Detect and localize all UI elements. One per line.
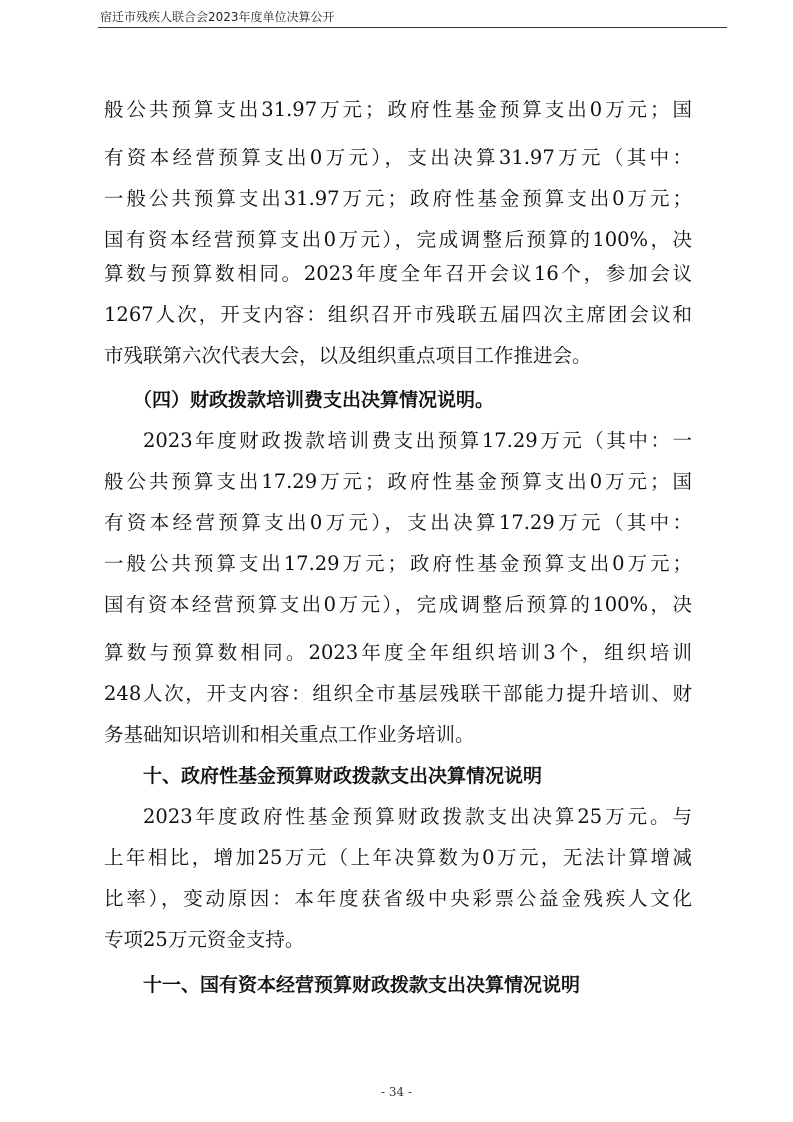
page-header-title: 宿迁市残疾人联合会2023年度单位决算公开 <box>100 10 335 24</box>
body-line: 248人次，开支内容：组织全市基层残联干部能力提升培训、财 <box>104 684 692 704</box>
section-heading-4: （四）财政拨款培训费支出决算情况说明。 <box>133 390 495 410</box>
body-line: 算数与预算数相同。2023年度全年召开会议16个，参加会议 <box>104 264 692 284</box>
header-divider <box>98 27 727 28</box>
body-line: 1267人次，开支内容：组织召开市残联五届四次主席团会议和 <box>104 305 692 325</box>
body-line: 国有资本经营预算支出0万元），完成调整后预算的100%，决 <box>104 595 692 615</box>
body-line: 专项25万元资金支持。 <box>104 930 305 950</box>
body-line: 比率），变动原因：本年度获省级中央彩票公益金残疾人文化 <box>104 889 692 909</box>
body-line: 般公共预算支出31.97万元；政府性基金预算支出0万元；国 <box>104 100 692 120</box>
section-heading-10: 十、政府性基金预算财政拨款支出决算情况说明 <box>143 766 543 786</box>
page-number: - 34 - <box>380 1085 412 1099</box>
body-line: 2023年度财政拨款培训费支出预算17.29万元（其中：一 <box>143 431 692 451</box>
body-line: 务基础知识培训和相关重点工作业务培训。 <box>104 725 475 745</box>
body-line: 国有资本经营预算支出0万元），完成调整后预算的100%，决 <box>104 230 692 250</box>
section-heading-11: 十一、国有资本经营预算财政拨款支出决算情况说明 <box>143 975 581 995</box>
body-line: 有资本经营预算支出0万元），支出决算31.97万元（其中： <box>104 148 692 168</box>
body-line: 算数与预算数相同。2023年度全年组织培训3个，组织培训 <box>104 643 692 663</box>
body-line: 市残联第六次代表大会，以及组织重点项目工作推进会。 <box>104 346 592 366</box>
body-line: 一般公共预算支出31.97万元；政府性基金预算支出0万元； <box>104 189 692 209</box>
body-line: 有资本经营预算支出0万元），支出决算17.29万元（其中： <box>104 513 692 533</box>
body-line: 2023年度政府性基金预算财政拨款支出决算25万元。与 <box>143 807 692 827</box>
body-line: 般公共预算支出17.29万元；政府性基金预算支出0万元；国 <box>104 472 692 492</box>
body-line: 一般公共预算支出17.29万元；政府性基金预算支出0万元； <box>104 554 692 574</box>
body-line: 上年相比，增加25万元（上年决算数为0万元，无法计算增减 <box>104 848 692 868</box>
